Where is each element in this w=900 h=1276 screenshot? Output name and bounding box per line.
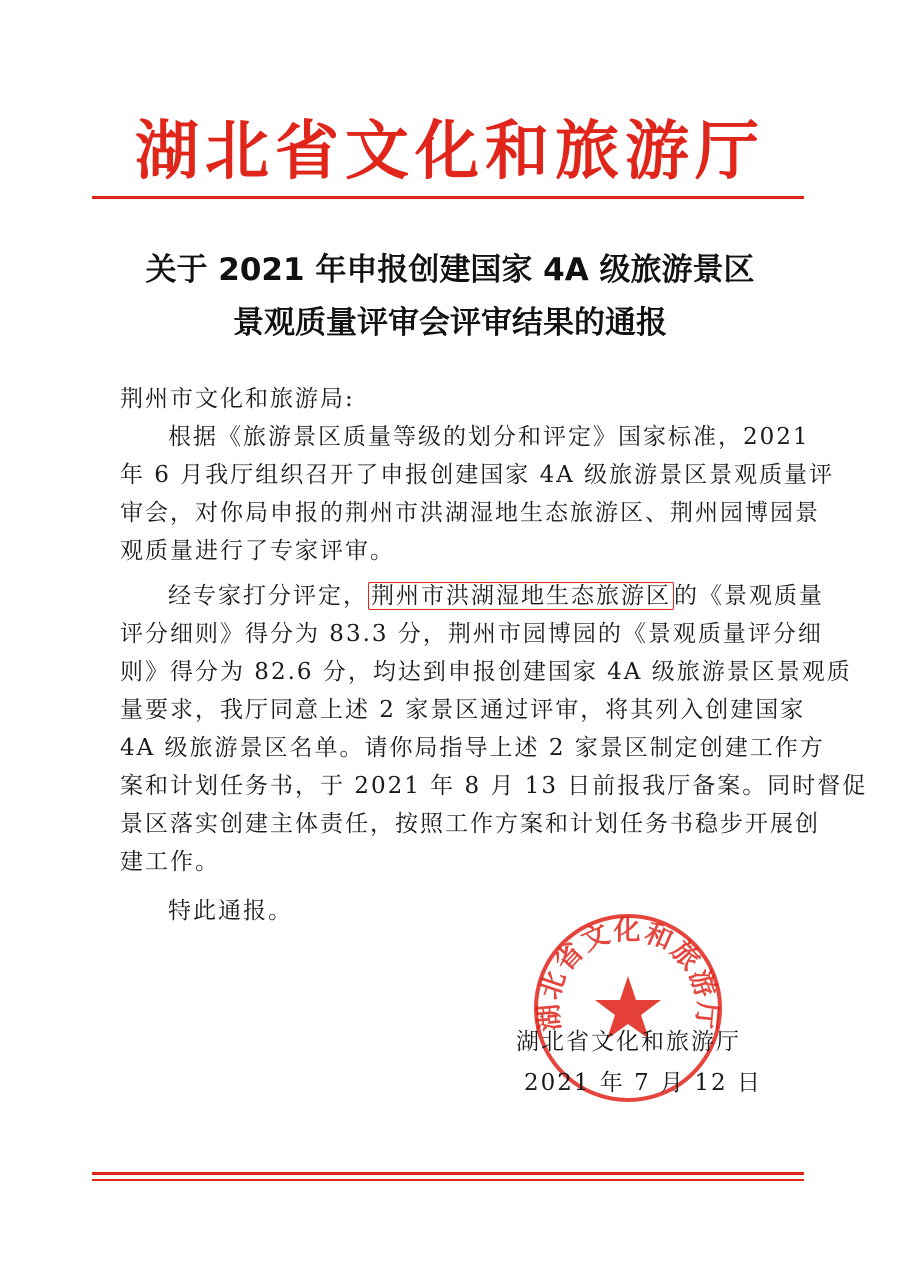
- paragraph-line: 景区落实创建主体责任，按照工作方案和计划任务书稳步开展创: [120, 811, 820, 837]
- paragraph-line: 年 6 月我厅组织召开了申报创建国家 4A 级旅游景区景观质量评: [120, 462, 835, 488]
- paragraph-line: 审会，对你局申报的荆州市洪湖湿地生态旅游区、荆州园博园景: [120, 500, 820, 526]
- paragraph-line: 评分细则》得分为 83.3 分，荆州市园博园的《景观质量评分细: [120, 621, 823, 647]
- paragraph-line: 观质量进行了专家评审。: [120, 538, 395, 564]
- paragraph-line: 建工作。: [120, 849, 220, 875]
- signature-organization: 湖北省文化和旅游厅: [516, 1029, 741, 1055]
- paragraph-text: 经专家打分评定，: [168, 583, 368, 609]
- paragraph-line: 案和计划任务书，于 2021 年 8 月 13 日前报我厅备案。同时督促: [120, 773, 868, 799]
- seal-text: 湖北省文化和旅游厅: [533, 915, 723, 1033]
- issuing-authority-title: 湖北省文化和旅游厅: [135, 115, 765, 189]
- footer-red-rule-thin: [92, 1179, 804, 1181]
- closing-remark: 特此通报。: [168, 898, 293, 924]
- signature-date: 2021 年 7 月 12 日: [524, 1070, 762, 1096]
- paragraph-line: [168, 577, 824, 615]
- highlighted-scenic-area-name: 荆州市洪湖湿地生态旅游区: [368, 582, 674, 610]
- document-title-line-1: 关于 2021 年申报创建国家 4A 级旅游景区: [145, 252, 755, 288]
- paragraph-line: 根据《旅游景区质量等级的划分和评定》国家标准，2021: [168, 424, 810, 450]
- paragraph-line: 量要求，我厅同意上述 2 家景区通过评审，将其列入创建国家: [120, 697, 806, 723]
- header-red-rule: [92, 196, 804, 199]
- paragraph-text: 的《景观质量: [674, 583, 824, 609]
- paragraph-line: 则》得分为 82.6 分，均达到申报创建国家 4A 级旅游景区景观质: [120, 659, 852, 685]
- addressee: 荆州市文化和旅游局:: [120, 386, 355, 412]
- document-title-line-2: 景观质量评审会评审结果的通报: [233, 305, 667, 341]
- footer-red-rule: [92, 1172, 804, 1175]
- paragraph-line: 4A 级旅游景区名单。请你局指导上述 2 家景区制定创建工作方: [120, 735, 825, 761]
